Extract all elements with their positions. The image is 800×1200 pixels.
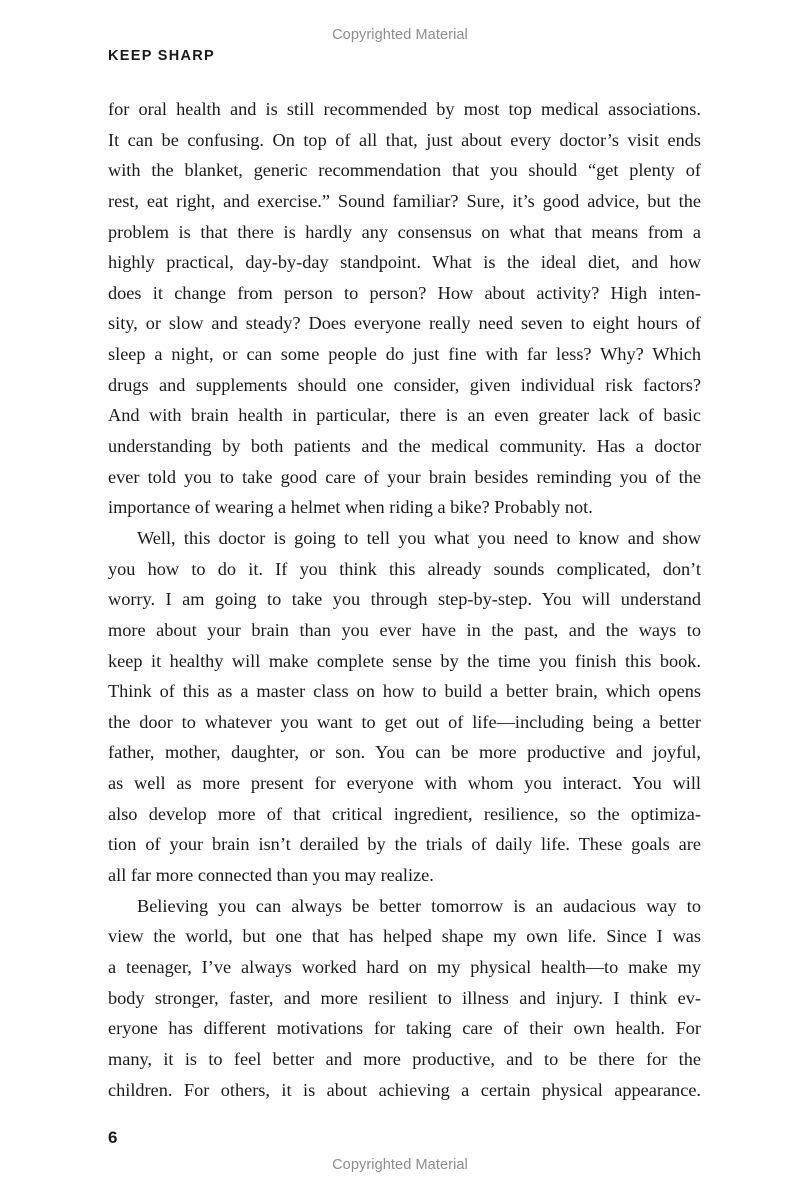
text-line: rest, eat right, and exercise.” Sound familiar? Sure, it’s good advice, but the <box>108 190 701 211</box>
text-line: all far more connected than you may realize. <box>108 865 434 886</box>
text-line: keep it healthy will make complete sense by the time you finish this book. <box>108 650 701 671</box>
copyright-watermark-bottom: Copyrighted Material <box>332 1157 468 1173</box>
text-line: ever told you to take good care of your brain besides reminding you of the <box>108 466 701 487</box>
text-line: does it change from person to person? How about activity? High inten- <box>108 282 701 303</box>
paragraph-1 <box>108 94 701 523</box>
text-line: It can be confusing. On top of all that, just about every doctor’s visit ends <box>108 129 701 150</box>
body-text <box>108 94 701 1105</box>
text-line: Believing you can always be better tomorrow is an audacious way to <box>137 895 701 916</box>
text-line: with the blanket, generic recommendation that you should “get plenty of <box>108 160 701 181</box>
text-line: problem is that there is hardly any consensus on what that means from a <box>108 221 701 242</box>
text-line: importance of wearing a helmet when riding a bike? Probably not. <box>108 497 593 518</box>
text-line: many, it is to feel better and more productive, and to be there for the <box>108 1048 701 1069</box>
text-line: the door to whatever you want to get out of life—including being a better <box>108 711 701 732</box>
text-line: more about your brain than you ever have in the past, and the ways to <box>108 619 701 640</box>
text-line: understanding by both patients and the medical community. Has a doctor <box>108 436 701 457</box>
text-line: eryone has different motivations for taking care of their own health. For <box>108 1018 701 1039</box>
page-number: 6 <box>108 1128 118 1147</box>
copyright-watermark-top: Copyrighted Material <box>332 27 468 43</box>
text-line: body stronger, faster, and more resilient to illness and injury. I think ev- <box>108 987 701 1008</box>
text-line: also develop more of that critical ingredient, resilience, so the optimiza- <box>108 803 701 824</box>
text-line: tion of your brain isn’t derailed by the trials of daily life. These goals are <box>108 834 701 855</box>
text-line: And with brain health in particular, there is an even greater lack of basic <box>108 405 701 426</box>
text-line: Well, this doctor is going to tell you what you need to know and show <box>137 527 701 548</box>
text-line: Think of this as a master class on how to build a better brain, which opens <box>108 681 701 702</box>
text-line: highly practical, day-by-day standpoint. What is the ideal diet, and how <box>108 252 701 273</box>
text-line: sleep a night, or can some people do just fine with far less? Why? Which <box>108 344 701 365</box>
paragraph-3 <box>108 891 701 1105</box>
text-line: view the world, but one that has helped shape my own life. Since I was <box>108 926 701 947</box>
text-line: as well as more present for everyone with whom you interact. You will <box>108 773 701 794</box>
text-line: sity, or slow and steady? Does everyone really need seven to eight hours of <box>108 313 701 334</box>
paragraph-2 <box>108 523 701 891</box>
text-line: drugs and supplements should one consider, given individual risk factors? <box>108 374 701 395</box>
text-line: father, mother, daughter, or son. You can be more productive and joyful, <box>108 742 701 763</box>
text-line: children. For others, it is about achieving a certain physical appearance. <box>108 1079 701 1100</box>
running-head: KEEP SHARP <box>108 48 216 64</box>
text-line: you how to do it. If you think this already sounds complicated, don’t <box>108 558 701 579</box>
text-line: for oral health and is still recommended by most top medical associations. <box>108 99 701 119</box>
text-line: worry. I am going to take you through step-by-step. You will understand <box>108 589 701 610</box>
text-line: a teenager, I’ve always worked hard on my physical health—to make my <box>108 956 701 977</box>
